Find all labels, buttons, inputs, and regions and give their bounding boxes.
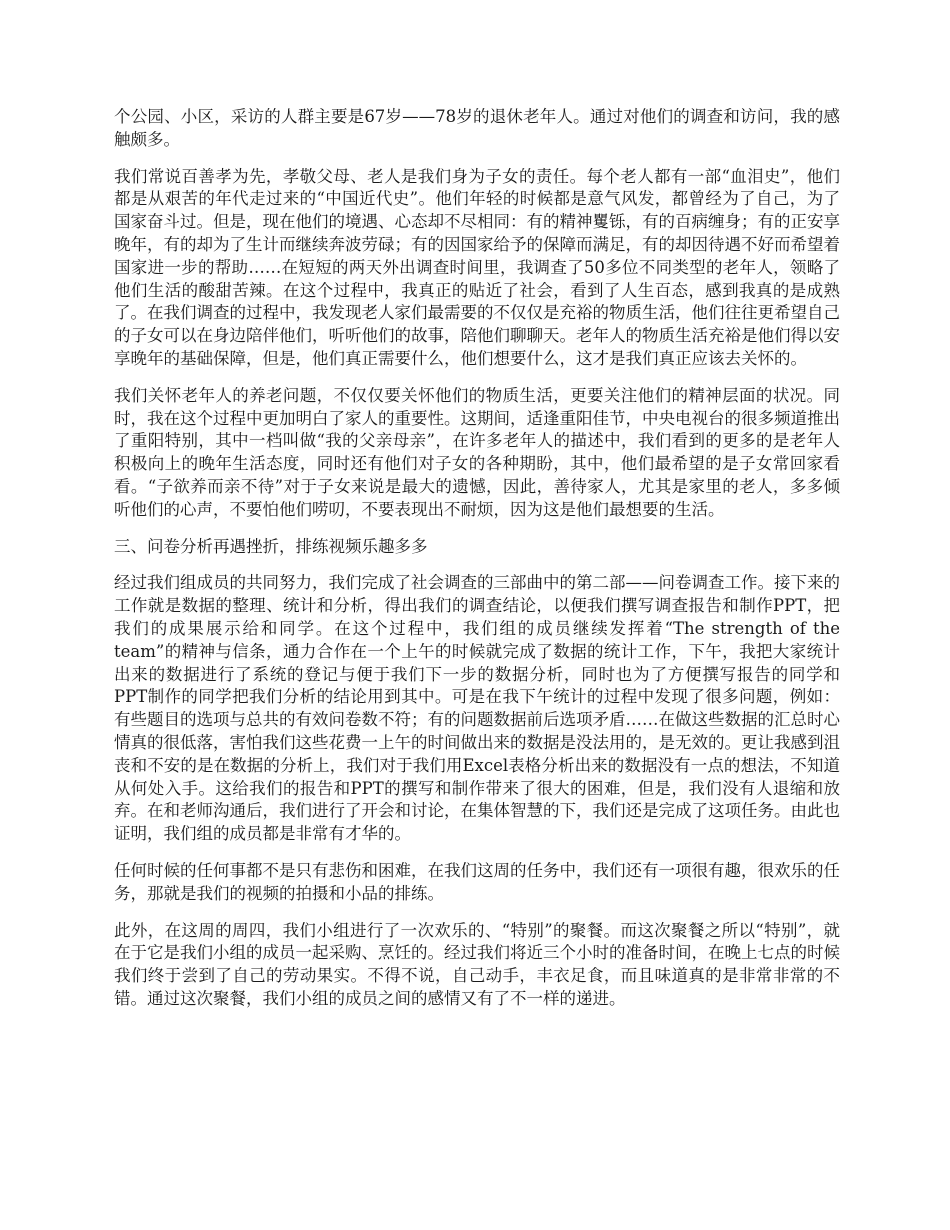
paragraph-filial-piety: 我们常说百善孝为先，孝敬父母、老人是我们身为子女的责任。每个老人都有一部“血泪史”，他们都是从艰苦的年代走过来的“中国近代史”。他们年轻的时候都是意气风发，都曾经为了自己，为了国家奋斗过。但是，现在他们的境遇、心态却不尽相同：有的精神矍铄，有的百病缠身；有的正安享晚年，有的却为了生计而继续奔波劳碌；有的因国家给予的保障而满足，有的却因待遇不好而希望着国家进一步的帮助……在短短的两天外出调查时间里，我调查了50多位不同类型的老年人，领略了他们生活的酸甜苦辣。在这个过程中，我真正的贴近了社会，看到了人生百态，感到我真的是成熟了。在我们调查的过程中，我发现老人家们最需要的不仅仅是充裕的物质生活，他们往往更希望自己的子女可以在身边陪伴他们，听听他们的故事，陪他们聊聊天。老年人的物质生活充裕是他们得以安享晚年的基础保障，但是，他们真正需要什么，他们想要什么，这才是我们真正应该去关怀的。 (114, 166, 840, 368)
section-heading: 三、问卷分析再遇挫折，排练视频乐趣多多 (114, 536, 428, 556)
paragraph-group-dinner: 此外，在这周的周四，我们小组进行了一次欢乐的、“特别”的聚餐。而这次聚餐之所以“特别”，就在于它是我们小组的成员一起采购、烹饪的。经过我们将近三个小时的准备时间，在晚上七点的时候我们终于尝到了自己的劳动果实。不得不说，自己动手，丰衣足食，而且味道真的是非常非常的不错。通过这次聚餐，我们小组的成员之间的感情又有了不一样的递进。 (114, 920, 840, 1008)
paragraph-questionnaire-analysis: 经过我们组成员的共同努力，我们完成了社会调查的三部曲中的第二部——问卷调查工作。接下来的工作就是数据的整理、统计和分析，得出我们的调查结论，以便我们撰写调查报告和制作PPT，把我们的成果展示给和同学。在这个过程中，我们组的成员继续发挥着“The strength of the team”的精神与信条，通力合作在一个上午的时候就完成了数据的统计工作，下午，我把大家统计出来的数据进行了系统的登记与便于我们下一步的数据分析，同时也为了方便撰写报告的同学和PPT制作的同学把我们分析的结论用到其中。可是在我下午统计的过程中发现了很多问题，例如：有些题目的选项与总共的有效问卷数不符；有的问题数据前后选项矛盾……在做这些数据的汇总时心情真的很低落，害怕我们这些花费一上午的时间做出来的数据是没法用的，是无效的。更让我感到沮丧和不安的是在数据的分析上，我们对于我们用Excel表格分析出来的数据没有一点的想法，不知道从何处入手。这给我们的报告和PPT的撰写和制作带来了很大的困难，但是，我们没有人退缩和放弃。在和老师沟通后，我们进行了开会和讨论，在集体智慧的下，我们还是完成了这项任务。由此也证明，我们组的成员都是非常有才华的。 (114, 573, 840, 844)
paragraph-survey-intro: 个公园、小区，采访的人群主要是67岁——78岁的退休老年人。通过对他们的调查和访问，我的感触颇多。 (114, 107, 840, 149)
document-page (114, 106, 840, 1025)
paragraph-elderly-care: 我们关怀老年人的养老问题，不仅仅要关怀他们的物质生活，更要关注他们的精神层面的状况。同时，我在这个过程中更加明白了家人的重要性。这期间，适逢重阳佳节，中央电视台的很多频道推出了重阳特别，其中一档叫做“我的父亲母亲”，在许多老年人的描述中，我们看到的更多的是老年人积极向上的晚年生活态度，同时还有他们对子女的各种期盼，其中，他们最希望的是子女常回家看看。“子欲养而亲不待”对于子女来说是最大的遗憾，因此，善待家人，尤其是家里的老人，多多倾听他们的心声，不要怕他们唠叨，不要表现出不耐烦，因为这是他们最想要的生活。 (114, 385, 840, 519)
paragraph-video-rehearsal: 任何时候的任何事都不是只有悲伤和困难，在我们这周的任务中，我们还有一项很有趣，很欢乐的任务，那就是我们的视频的拍摄和小品的排练。 (114, 860, 840, 903)
